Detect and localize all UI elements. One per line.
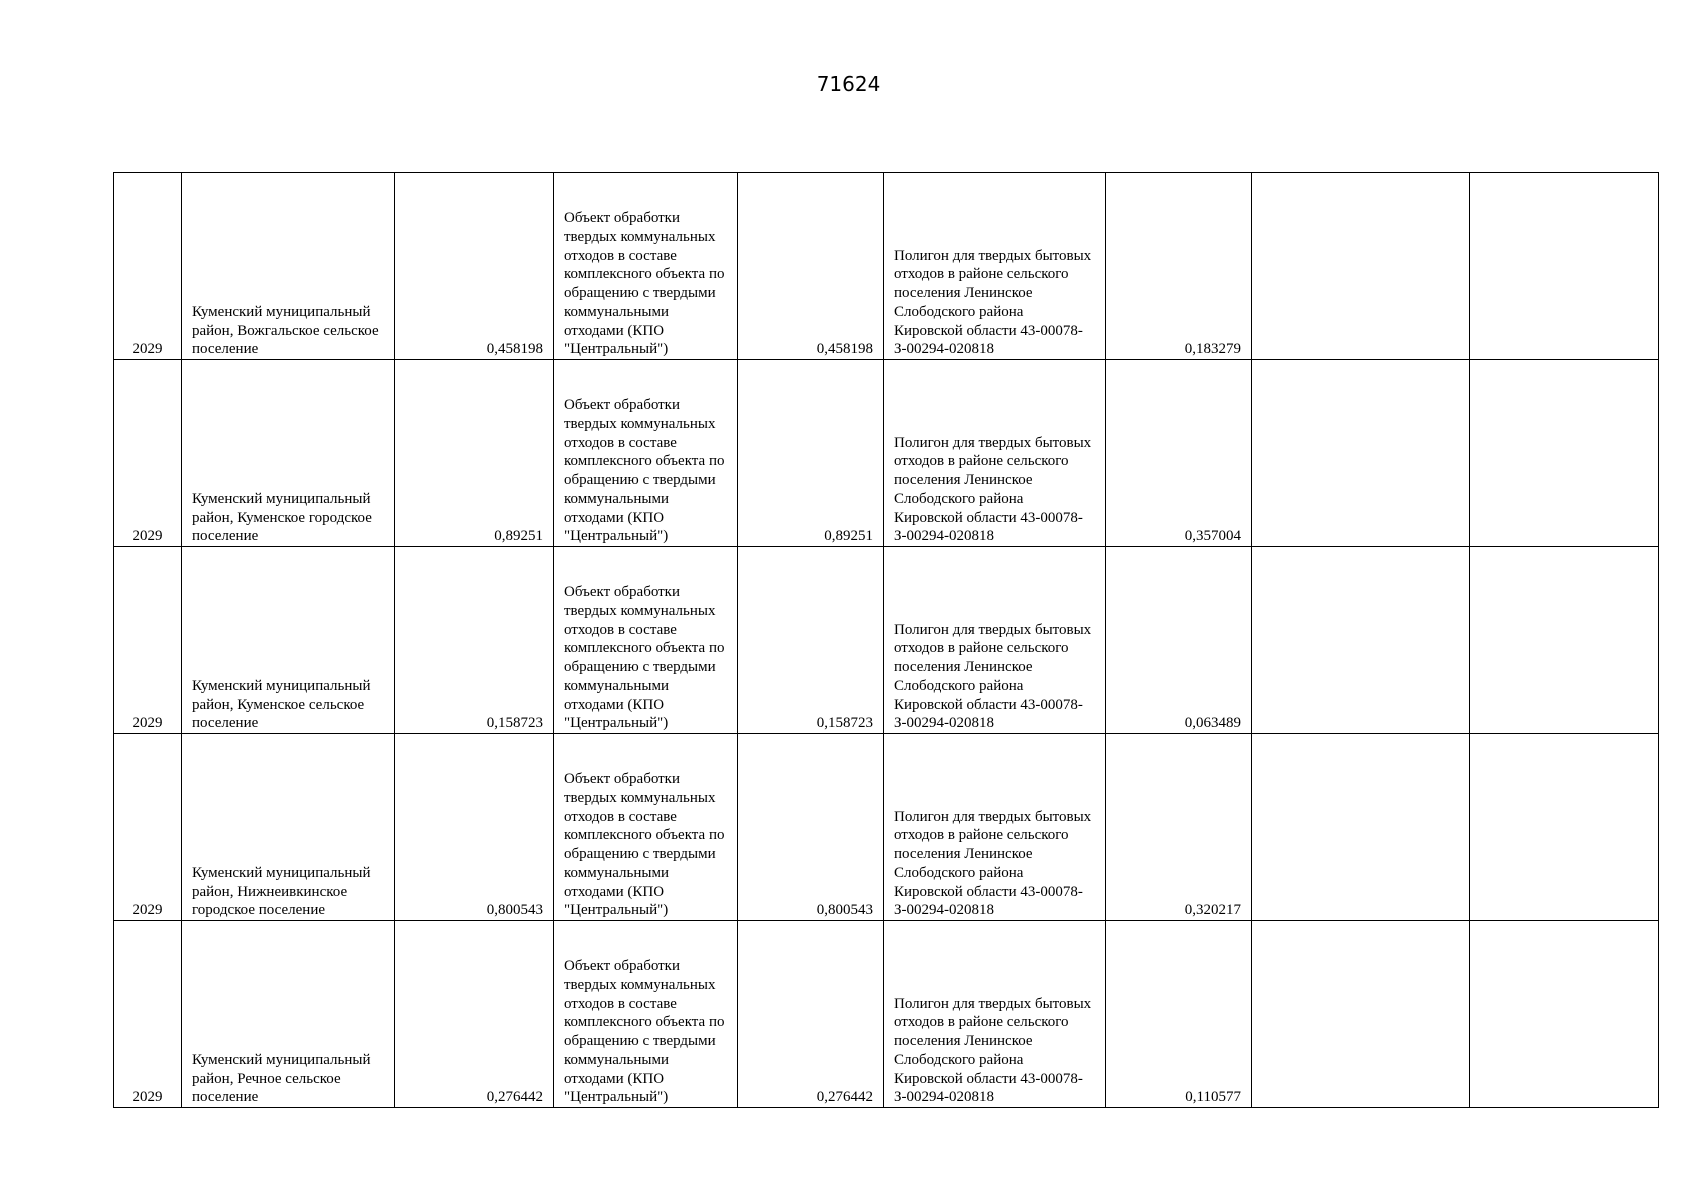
empty-cell <box>1470 921 1659 1108</box>
page-number: 71624 <box>816 72 881 96</box>
empty-cell <box>1252 547 1470 734</box>
table-row <box>114 173 1659 360</box>
value-2-cell: 0,276442 <box>738 921 884 1108</box>
municipality-cell: Куменский муниципальный район, Вожгальское сельское поселение <box>182 173 395 360</box>
landfill-cell: Полигон для твердых бытовых отходов в районе сельского поселения Ленинское Слободского района Кировской области 43-00078-З-00294-020818 <box>884 547 1106 734</box>
municipality-cell: Куменский муниципальный район, Куменское городское поселение <box>182 360 395 547</box>
value-3-cell: 0,183279 <box>1106 173 1252 360</box>
facility-cell: Объект обработки твердых коммунальных отходов в составе комплексного объекта по обращению с твердыми коммунальными отходами (КПО "Центральный") <box>554 921 738 1108</box>
empty-cell <box>1252 921 1470 1108</box>
year-cell: 2029 <box>114 547 182 734</box>
landfill-cell: Полигон для твердых бытовых отходов в районе сельского поселения Ленинское Слободского района Кировской области 43-00078-З-00294-020818 <box>884 921 1106 1108</box>
value-1-cell: 0,158723 <box>395 547 554 734</box>
facility-cell: Объект обработки твердых коммунальных отходов в составе комплексного объекта по обращению с твердыми коммунальными отходами (КПО "Центральный") <box>554 547 738 734</box>
value-1-cell: 0,458198 <box>395 173 554 360</box>
value-3-cell: 0,063489 <box>1106 547 1252 734</box>
municipality-cell: Куменский муниципальный район, Куменское сельское поселение <box>182 547 395 734</box>
year-cell: 2029 <box>114 734 182 921</box>
value-1-cell: 0,800543 <box>395 734 554 921</box>
value-2-cell: 0,158723 <box>738 547 884 734</box>
waste-flow-table <box>113 172 1659 1108</box>
empty-cell <box>1470 547 1659 734</box>
landfill-cell: Полигон для твердых бытовых отходов в районе сельского поселения Ленинское Слободского района Кировской области 43-00078-З-00294-020818 <box>884 173 1106 360</box>
value-2-cell: 0,800543 <box>738 734 884 921</box>
value-3-cell: 0,110577 <box>1106 921 1252 1108</box>
facility-cell: Объект обработки твердых коммунальных отходов в составе комплексного объекта по обращению с твердыми коммунальными отходами (КПО "Центральный") <box>554 360 738 547</box>
empty-cell <box>1470 734 1659 921</box>
year-cell: 2029 <box>114 173 182 360</box>
empty-cell <box>1470 360 1659 547</box>
landfill-cell: Полигон для твердых бытовых отходов в районе сельского поселения Ленинское Слободского района Кировской области 43-00078-З-00294-020818 <box>884 734 1106 921</box>
value-3-cell: 0,320217 <box>1106 734 1252 921</box>
value-1-cell: 0,276442 <box>395 921 554 1108</box>
facility-cell: Объект обработки твердых коммунальных отходов в составе комплексного объекта по обращению с твердыми коммунальными отходами (КПО "Центральный") <box>554 734 738 921</box>
empty-cell <box>1252 734 1470 921</box>
value-2-cell: 0,89251 <box>738 360 884 547</box>
year-cell: 2029 <box>114 360 182 547</box>
empty-cell <box>1252 360 1470 547</box>
value-1-cell: 0,89251 <box>395 360 554 547</box>
empty-cell <box>1470 173 1659 360</box>
facility-cell: Объект обработки твердых коммунальных отходов в составе комплексного объекта по обращению с твердыми коммунальными отходами (КПО "Центральный") <box>554 173 738 360</box>
municipality-cell: Куменский муниципальный район, Речное сельское поселение <box>182 921 395 1108</box>
value-3-cell: 0,357004 <box>1106 360 1252 547</box>
municipality-cell: Куменский муниципальный район, Нижнеивкинское городское поселение <box>182 734 395 921</box>
value-2-cell: 0,458198 <box>738 173 884 360</box>
table-row <box>114 360 1659 547</box>
table-row <box>114 921 1659 1108</box>
table-row <box>114 734 1659 921</box>
year-cell: 2029 <box>114 921 182 1108</box>
empty-cell <box>1252 173 1470 360</box>
table-row <box>114 547 1659 734</box>
landfill-cell: Полигон для твердых бытовых отходов в районе сельского поселения Ленинское Слободского района Кировской области 43-00078-З-00294-020818 <box>884 360 1106 547</box>
